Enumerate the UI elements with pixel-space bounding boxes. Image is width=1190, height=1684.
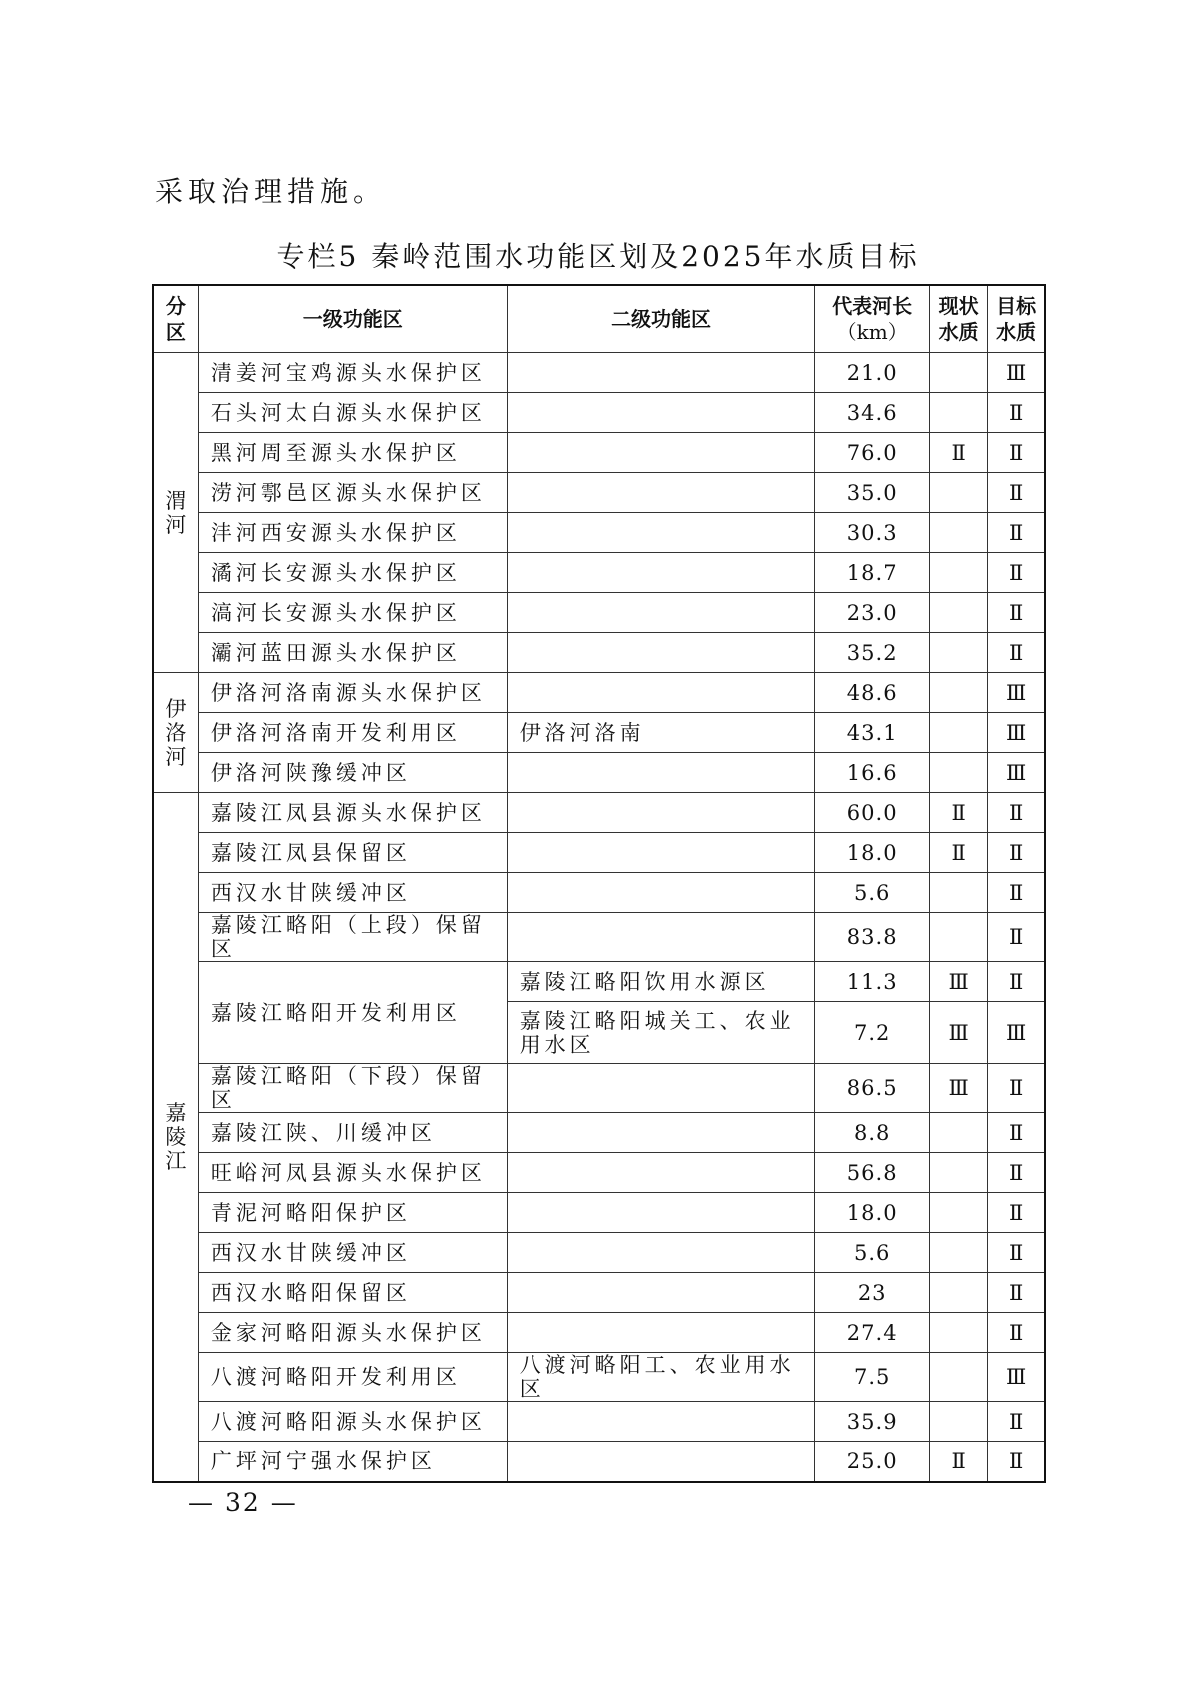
current-quality [929,1273,987,1313]
header-secondary: 二级功能区 [507,285,815,353]
header-current-quality: 现状 水质 [929,285,987,353]
river-length: 18.0 [815,833,929,873]
intro-text: 采取治理措施。 [155,175,387,208]
target-quality: Ⅱ [988,433,1045,473]
region-jialingjiang: 嘉陵江 [153,793,198,1482]
target-quality: Ⅱ [988,1113,1045,1153]
secondary-zone [507,1113,815,1153]
secondary-zone [507,513,815,553]
river-length: 16.6 [815,753,929,793]
target-quality: Ⅱ [988,1193,1045,1233]
table-row [153,753,1045,793]
table-row [153,633,1045,673]
river-length: 56.8 [815,1153,929,1193]
table-row [153,593,1045,633]
secondary-zone [507,393,815,433]
target-quality: Ⅱ [988,1064,1045,1113]
primary-zone: 嘉陵江凤县源头水保护区 [198,793,507,833]
current-quality: Ⅱ [929,833,987,873]
current-quality [929,1233,987,1273]
current-quality [929,1313,987,1353]
primary-zone: 西汉水甘陕缓冲区 [198,1233,507,1273]
river-length: 30.3 [815,513,929,553]
primary-zone: 涝河鄠邑区源头水保护区 [198,473,507,513]
current-quality [929,553,987,593]
target-quality: Ⅱ [988,793,1045,833]
target-quality: Ⅱ [988,1313,1045,1353]
table-row [153,1193,1045,1233]
secondary-zone: 嘉陵江略阳饮用水源区 [507,962,815,1002]
current-quality [929,393,987,433]
current-quality [929,1193,987,1233]
region-weihe: 渭河 [153,353,198,673]
target-quality: Ⅲ [988,353,1045,393]
page-number: — 32 — [188,1488,298,1517]
table-row [153,833,1045,873]
secondary-zone [507,913,815,962]
secondary-zone [507,873,815,913]
primary-zone: 嘉陵江略阳开发利用区 [198,962,507,1064]
table-row [153,473,1045,513]
primary-zone: 伊洛河洛南源头水保护区 [198,673,507,713]
secondary-zone [507,1442,815,1482]
target-quality: Ⅱ [988,393,1045,433]
primary-zone: 伊洛河洛南开发利用区 [198,713,507,753]
secondary-zone [507,633,815,673]
current-quality [929,753,987,793]
table-row [153,353,1045,393]
river-length: 86.5 [815,1064,929,1113]
header-primary: 一级功能区 [198,285,507,353]
table-row [153,553,1045,593]
secondary-zone [507,593,815,633]
table-row [153,393,1045,433]
current-quality [929,473,987,513]
primary-zone: 八渡河略阳开发利用区 [198,1353,507,1402]
secondary-zone: 嘉陵江略阳城关工、农业用水区 [507,1002,815,1064]
water-function-zone-table [152,284,1046,1483]
secondary-zone: 八渡河略阳工、农业用水区 [507,1353,815,1402]
river-length: 11.3 [815,962,929,1002]
header-row [153,285,1045,353]
target-quality: Ⅲ [988,713,1045,753]
secondary-zone [507,833,815,873]
primary-zone: 潏河长安源头水保护区 [198,553,507,593]
river-length: 21.0 [815,353,929,393]
current-quality: Ⅱ [929,793,987,833]
secondary-zone [507,1402,815,1442]
secondary-zone [507,753,815,793]
target-quality: Ⅱ [988,1402,1045,1442]
table-caption: 专栏5 秦岭范围水功能区划及2025年水质目标 [276,240,920,273]
table-row [153,1402,1045,1442]
target-quality: Ⅱ [988,1273,1045,1313]
target-quality: Ⅱ [988,873,1045,913]
region-yiluohe: 伊洛河 [153,673,198,793]
table-row [153,873,1045,913]
target-quality: Ⅱ [988,1442,1045,1482]
primary-zone: 嘉陵江略阳（下段）保留区 [198,1064,507,1113]
current-quality [929,1153,987,1193]
primary-zone: 滈河长安源头水保护区 [198,593,507,633]
current-quality [929,353,987,393]
primary-zone: 八渡河略阳源头水保护区 [198,1402,507,1442]
secondary-zone: 伊洛河洛南 [507,713,815,753]
secondary-zone [507,1153,815,1193]
primary-zone: 灞河蓝田源头水保护区 [198,633,507,673]
secondary-zone [507,1273,815,1313]
river-length: 35.0 [815,473,929,513]
river-length: 5.6 [815,1233,929,1273]
current-quality [929,713,987,753]
river-length: 27.4 [815,1313,929,1353]
river-length: 60.0 [815,793,929,833]
secondary-zone [507,793,815,833]
secondary-zone [507,473,815,513]
river-length: 23 [815,1273,929,1313]
primary-zone: 黑河周至源头水保护区 [198,433,507,473]
table-row [153,913,1045,962]
river-length: 34.6 [815,393,929,433]
secondary-zone [507,1233,815,1273]
table-row [153,1113,1045,1153]
table-row [153,1353,1045,1402]
table-row [153,793,1045,833]
table-row [153,673,1045,713]
primary-zone: 清姜河宝鸡源头水保护区 [198,353,507,393]
current-quality [929,513,987,553]
secondary-zone [507,673,815,713]
current-quality: Ⅲ [929,962,987,1002]
river-length: 23.0 [815,593,929,633]
river-length: 48.6 [815,673,929,713]
river-length: 35.9 [815,1402,929,1442]
river-length: 7.2 [815,1002,929,1064]
table-row [153,513,1045,553]
secondary-zone [507,553,815,593]
table-row [153,1064,1045,1113]
target-quality: Ⅱ [988,962,1045,1002]
river-length: 8.8 [815,1113,929,1153]
primary-zone: 广坪河宁强水保护区 [198,1442,507,1482]
current-quality [929,1113,987,1153]
target-quality: Ⅲ [988,753,1045,793]
river-length: 35.2 [815,633,929,673]
secondary-zone [507,1064,815,1113]
current-quality [929,1402,987,1442]
river-length: 5.6 [815,873,929,913]
current-quality [929,633,987,673]
header-length: 代表河长 （km） [815,285,929,353]
secondary-zone [507,1313,815,1353]
primary-zone: 西汉水略阳保留区 [198,1273,507,1313]
river-length: 43.1 [815,713,929,753]
secondary-zone [507,433,815,473]
primary-zone: 金家河略阳源头水保护区 [198,1313,507,1353]
table-row [153,1233,1045,1273]
current-quality: Ⅲ [929,1002,987,1064]
current-quality: Ⅱ [929,1442,987,1482]
target-quality: Ⅱ [988,833,1045,873]
current-quality: Ⅱ [929,433,987,473]
primary-zone: 西汉水甘陕缓冲区 [198,873,507,913]
river-length: 18.7 [815,553,929,593]
river-length: 18.0 [815,1193,929,1233]
river-length: 25.0 [815,1442,929,1482]
current-quality [929,913,987,962]
target-quality: Ⅲ [988,1002,1045,1064]
target-quality: Ⅲ [988,1353,1045,1402]
secondary-zone [507,1193,815,1233]
table-row [153,433,1045,473]
target-quality: Ⅱ [988,1153,1045,1193]
target-quality: Ⅱ [988,473,1045,513]
table-row [153,1442,1045,1482]
secondary-zone [507,353,815,393]
table-row [153,962,1045,1002]
river-length: 83.8 [815,913,929,962]
river-length: 7.5 [815,1353,929,1402]
target-quality: Ⅱ [988,1233,1045,1273]
target-quality: Ⅱ [988,633,1045,673]
primary-zone: 伊洛河陕豫缓冲区 [198,753,507,793]
target-quality: Ⅱ [988,913,1045,962]
table-row [153,713,1045,753]
primary-zone: 嘉陵江陕、川缓冲区 [198,1113,507,1153]
primary-zone: 嘉陵江略阳（上段）保留区 [198,913,507,962]
target-quality: Ⅱ [988,513,1045,553]
current-quality [929,593,987,633]
target-quality: Ⅲ [988,673,1045,713]
current-quality [929,673,987,713]
table-row [153,1273,1045,1313]
header-target-quality: 目标 水质 [988,285,1045,353]
primary-zone: 嘉陵江凤县保留区 [198,833,507,873]
target-quality: Ⅱ [988,593,1045,633]
primary-zone: 旺峪河凤县源头水保护区 [198,1153,507,1193]
primary-zone: 青泥河略阳保护区 [198,1193,507,1233]
river-length: 76.0 [815,433,929,473]
primary-zone: 沣河西安源头水保护区 [198,513,507,553]
primary-zone: 石头河太白源头水保护区 [198,393,507,433]
current-quality: Ⅲ [929,1064,987,1113]
table-row [153,1153,1045,1193]
target-quality: Ⅱ [988,553,1045,593]
header-region: 分 区 [153,285,198,353]
table-row [153,1313,1045,1353]
current-quality [929,1353,987,1402]
current-quality [929,873,987,913]
